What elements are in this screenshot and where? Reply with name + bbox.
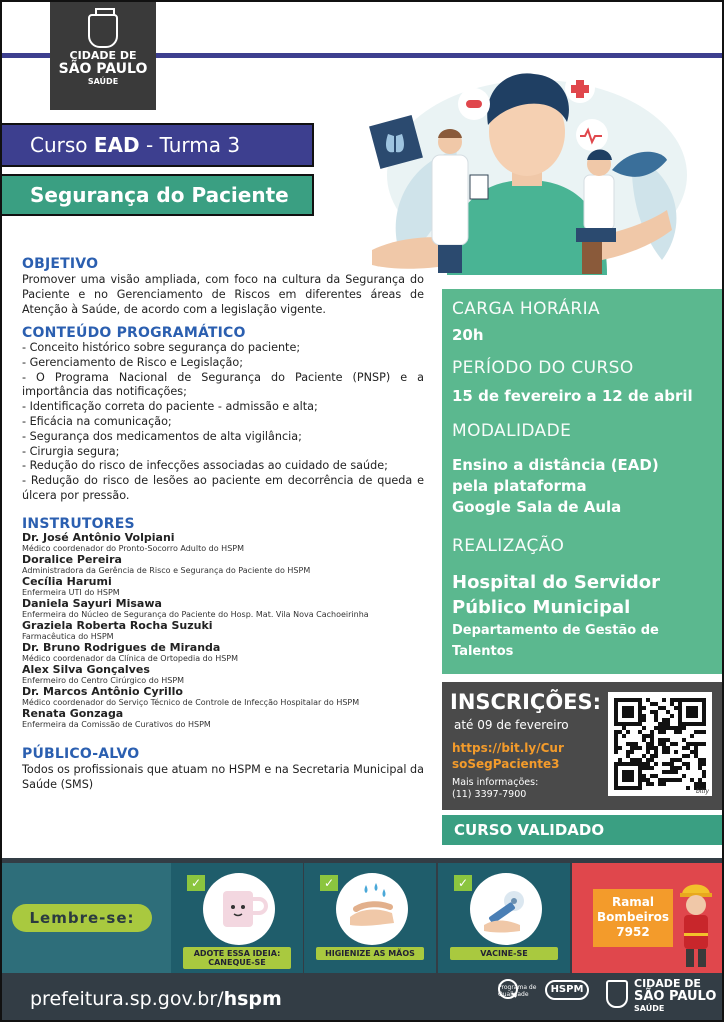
ramal-line-2: Bombeiros [596, 910, 670, 924]
logo-line-3: SAÚDE [87, 77, 119, 86]
qualidade-text: Programa de Qualidade [498, 984, 537, 998]
pill-icon [466, 100, 482, 108]
list-item: - Conceito histórico sobre segurança do paciente; [22, 341, 301, 354]
qr-code-pattern [614, 698, 706, 790]
list-item: - Segurança dos medicamentos de alta vigilância; [22, 429, 302, 443]
hspm-logo-text: HSPM [545, 980, 589, 1000]
objetivo-heading: OBJETIVO [22, 256, 99, 272]
instructor-name: Dr. Marcos Antônio Cyrillo [22, 684, 183, 698]
vacine-card [438, 863, 570, 973]
list-item: - Cirurgia segura; [22, 444, 120, 458]
realizacao-line-2: Público Municipal [452, 597, 631, 618]
publico-text: Todos os profissionais que atuam no HSPM e na Secretaria Municipal da Saúde (SMS) [22, 762, 424, 791]
inscricoes-heading: INSCRIÇÕES: [450, 690, 602, 714]
instructor-name: Cecília Harumi [22, 574, 112, 588]
hand-washing-icon [336, 873, 408, 945]
sao-paulo-saude-footer-logo [602, 974, 720, 1018]
firefighter-icon [676, 877, 716, 969]
periodo-value: 15 de fevereiro a 12 de abril [452, 387, 693, 405]
conteudo-list [22, 341, 424, 504]
ramal-line-3: 7952 [616, 925, 650, 939]
instructor-role: Farmacêutica do HSPM [22, 631, 114, 641]
mug-icon [203, 873, 275, 945]
check-icon: ✓ [187, 875, 205, 891]
doctor-right-legs [576, 228, 616, 242]
instructor-name: Daniela Sayuri Misawa [22, 596, 162, 610]
course-info-panel [442, 289, 724, 674]
check-icon: ✓ [454, 875, 472, 891]
carga-label: CARGA HORÁRIA [452, 299, 601, 319]
instructor-role: Enfermeira do Núcleo de Segurança do Paciente do Hosp. Mat. Vila Nova Cachoeirinha [22, 609, 369, 619]
list-item: - O Programa Nacional de Segurança do Paciente (PNSP) e a importância das notificações; [22, 370, 424, 399]
list-item: - Redução do risco de lesões ao paciente em decorrência de queda e úlcera por pressão. [22, 474, 424, 502]
course-suffix: - Turma 3 [139, 133, 241, 157]
inscricoes-link[interactable] [452, 740, 564, 772]
doctor-left-coat [432, 155, 468, 245]
instructor-role: Enfermeiro do Centro Cirúrgico do HSPM [22, 675, 185, 685]
modalidade-line-3: Google Sala de Aula [452, 498, 622, 516]
qr-bitly-label: bitly [695, 788, 709, 795]
realizacao-label: REALIZAÇÃO [452, 536, 565, 556]
instructor-role: Enfermeira da Comissão de Curativos do HSPM [22, 719, 211, 729]
modalidade-line-2: pela plataforma [452, 477, 587, 495]
logo-line-1: CIDADE DE [69, 49, 137, 62]
higienize-card [304, 863, 436, 973]
inscricoes-panel [442, 682, 724, 810]
instructor-name: Dr. Bruno Rodrigues de Miranda [22, 640, 221, 654]
left-column [22, 256, 424, 792]
carga-value: 20h [452, 326, 484, 344]
modalidade-line-1: Ensino a distância (EAD) [452, 456, 659, 474]
programa-qualidade-logo [480, 978, 536, 1014]
course-prefix: Curso [30, 133, 94, 157]
more-info-label: Mais informações: [452, 777, 539, 788]
instructor-role: Médico coordenador do Serviço Técnico de Controle de Infecção Hospitalar do HSPM [22, 697, 360, 707]
lembre-block [2, 863, 171, 973]
list-item: - Gerenciamento de Risco e Legislação; [22, 355, 244, 369]
course-banner [2, 123, 314, 167]
list-item: - Redução do risco de infecções associadas ao cuidado de saúde; [22, 459, 388, 473]
ramal-box [593, 889, 673, 947]
modalidade-label: MODALIDADE [452, 421, 572, 441]
instructor-name: Renata Gonzaga [22, 706, 124, 720]
inscricoes-deadline: até 09 de fevereiro [454, 718, 569, 732]
higienize-tag: HIGIENIZE AS MÃOS [316, 947, 424, 960]
footer-logo-line-2: SÃO PAULO [634, 989, 717, 1004]
city-crest-icon [88, 14, 118, 48]
website-url[interactable] [30, 988, 282, 1010]
qr-code[interactable] [608, 692, 712, 796]
caneca-tag [183, 947, 291, 969]
instructor-name: Alex Silva Gonçalves [22, 662, 150, 676]
vacine-tag: VACINE-SE [450, 947, 558, 960]
footer-logo-line-1: CIDADE DE [634, 977, 701, 990]
caneca-card [171, 863, 303, 973]
realizacao-line-3: Departamento de Gestão de Talentos [452, 623, 659, 659]
stool [582, 242, 602, 274]
course-title: Segurança do Paciente [2, 174, 314, 216]
footer-crest-icon [606, 980, 628, 1008]
link-line-2[interactable]: soSegPaciente3 [452, 757, 560, 771]
link-line-1[interactable]: https://bit.ly/Cur [452, 741, 564, 755]
hspm-logo [540, 980, 594, 1012]
ramal-line-1: Ramal [611, 895, 655, 909]
caneca-tag-line-2: CANEQUE-SE [208, 958, 266, 967]
logo-line-2: SÃO PAULO [58, 61, 148, 77]
curso-validado-banner: CURSO VALIDADO [442, 815, 724, 845]
instructor-name: Dr. José Antônio Volpiani [22, 530, 175, 544]
doctor-left-legs [438, 245, 462, 273]
ramal-bombeiros-block [572, 863, 724, 973]
footer-logo-line-3: SAÚDE [634, 1004, 665, 1013]
list-item: - Identificação correta do paciente - admissão e alta; [22, 400, 318, 414]
vaccine-icon [470, 873, 542, 945]
check-icon: ✓ [320, 875, 338, 891]
course-ead: EAD [93, 133, 140, 157]
phone-number: (11) 3397-7900 [452, 789, 527, 800]
instructor-role: Médico coordenador da Clínica de Ortopedia do HSPM [22, 653, 239, 663]
publico-heading: PÚBLICO-ALVO [22, 745, 140, 762]
healthcare-illustration [362, 60, 692, 280]
more-info [452, 777, 538, 801]
objetivo-text: Promover uma visão ampliada, com foco na cultura da Segurança do Paciente e no Gerenciamento de Riscos em diferentes áreas de Atenção à Saúde, de acordo com a legislação vigente. [22, 273, 424, 316]
instructor-name: Graziela Roberta Rocha Suzuki [22, 618, 213, 632]
instructor-role: Médico coordenador do Pronto-Socorro Adulto do HSPM [22, 543, 244, 553]
instructor-role: Enfermeira UTI do HSPM [22, 587, 120, 597]
instrutores-heading: INSTRUTORES [22, 515, 135, 532]
doctor-right-coat [584, 175, 614, 230]
periodo-label: PERÍODO DO CURSO [452, 358, 634, 378]
url-bold[interactable]: hspm [223, 988, 282, 1010]
instructor-list [22, 532, 424, 730]
caneca-tag-line-1: ADOTE ESSA IDEIA: [193, 949, 281, 958]
lembre-pill: Lembre-se: [12, 904, 152, 932]
list-item: - Eficácia na comunicação; [22, 414, 172, 428]
sao-paulo-saude-logo [50, 2, 156, 110]
realizacao-line-1: Hospital do Servidor [452, 572, 660, 593]
url-plain[interactable]: prefeitura.sp.gov.br/ [30, 988, 224, 1010]
clipboard-icon [470, 175, 488, 199]
instructor-name: Doralice Pereira [22, 552, 122, 566]
conteudo-heading: CONTEÚDO PROGRAMÁTICO [22, 325, 246, 341]
instructor-role: Administradora da Gerência de Risco e Segurança do Paciente do HSPM [22, 565, 311, 575]
